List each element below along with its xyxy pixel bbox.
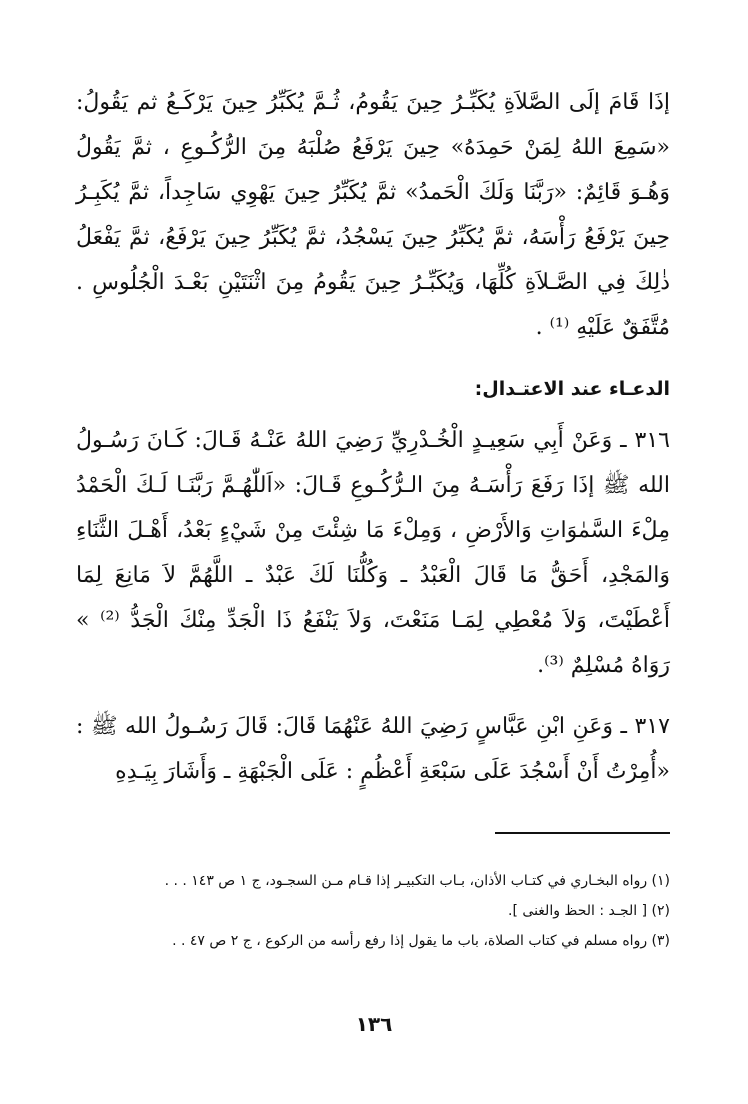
footnote-1: (١) رواه البخـاري في كتـاب الأذان، بـاب التكبيـر إذا قـام مـن السجـود، ج ١ ص ١٤٣ . . . (164, 873, 670, 889)
footnote-3: (٣) رواه مسلم في كتاب الصلاة، باب ما يقول إذا رفع رأسه من الركوع ، ج ٢ ص ٤٧ . . (172, 933, 670, 949)
footnote-2: (٢) [ الجـد : الحظ والغنى ]. (508, 903, 670, 919)
hadith-316-paragraph: ٣١٦ ـ وَعَنْ أَبِي سَعِيـدٍ الْخُـدْرِيِّ رَضِيَ اللهُ عَنْـهُ قَـالَ: كَـانَ رَسُـولُ الله ﷺ إذَا رَفَعَ رَأْسَـهُ مِنَ الـرُّكُـوعِ قَـالَ: «اَللّٰهُـمَّ رَبَّنَـا لَـكَ الْحَمْدُ مِلْءَ السَّمٰوَاتِ وَالأَرْضِ ، وَمِلْءَ مَا شِئْتَ مِنْ شَيْءٍ بَعْدُ، أَهْـلَ الثَّنَاءِ وَالمَجْدِ، أَحَقُّ مَا قَالَ الْعَبْدُ ـ وَكُلُّنَا لَكَ عَبْدٌ ـ اللَّهُمَّ لاَ مَانِعَ لِمَا أَعْطَيْتَ، وَلاَ مُعْطِي لِمَـا مَنَعْتَ، وَلاَ يَنْفَعُ ذَا الْجَدِّ مِنْكَ الْجَدُّ ⁽²⁾ » رَوَاهُ مُسْلِمٌ ⁽³⁾. (76, 428, 670, 678)
footnote-divider (495, 832, 670, 834)
page-number: ١٣٦ (355, 1012, 393, 1036)
hadith-316-block (76, 418, 670, 688)
footnotes (74, 868, 670, 958)
hadith-317-paragraph: ٣١٧ ـ وَعَنِ ابْنِ عَبَّاسٍ رَضِيَ اللهُ عَنْهُمَا قَالَ: قَالَ رَسُـولُ الله ﷺ : «أُمِرْتُ أَنْ أَسْجُدَ عَلَى سَبْعَةِ أَعْظُمٍ : عَلَى الْجَبْهَةِ ـ وَأَشَارَ بِيَـدِهِ (76, 714, 670, 784)
intro-paragraph-block (76, 80, 670, 350)
hadith-317-block (76, 704, 670, 794)
section-heading: الدعـاء عند الاعتـدال: (474, 378, 670, 400)
intro-paragraph: إذَا قَامَ إلَى الصَّلاَةِ يُكَبِّـرُ حِينَ يَقُومُ، ثُـمَّ يُكَبِّرُ حِينَ يَرْكَـعُ ثم يَقُولُ: «سَمِعَ اللهُ لِمَنْ حَمِدَهُ» حِينَ يَرْفَعُ صُلْبَهُ مِنَ الرُّكُـوعِ ، ثمَّ يَقُولُ وَهُـوَ قَائِمٌ: «رَبَّنَا وَلَكَ الْحَمدُ» ثمَّ يُكَبِّرُ حِينَ يَهْوِي سَاجِداً، ثمَّ يُكَبِـرُ حِينَ يَرْفَعُ رَأْسَهُ، ثمَّ يُكَبِّرُ حِينَ يَسْجُدُ، ثمَّ يُكَبِّرُ حِينَ يَرْفَعُ، ثمَّ يَفْعَلُ ذٰلِكَ فِي الصَّـلاَةِ كُلِّهَا، وَيُكَبِّـرُ حِينَ يَقُومُ مِنَ اثْنَتَيْنِ بَعْـدَ الْجُلُوسِ . مُتَّفَقٌ عَلَيْهِ ⁽¹⁾ . (76, 90, 670, 340)
